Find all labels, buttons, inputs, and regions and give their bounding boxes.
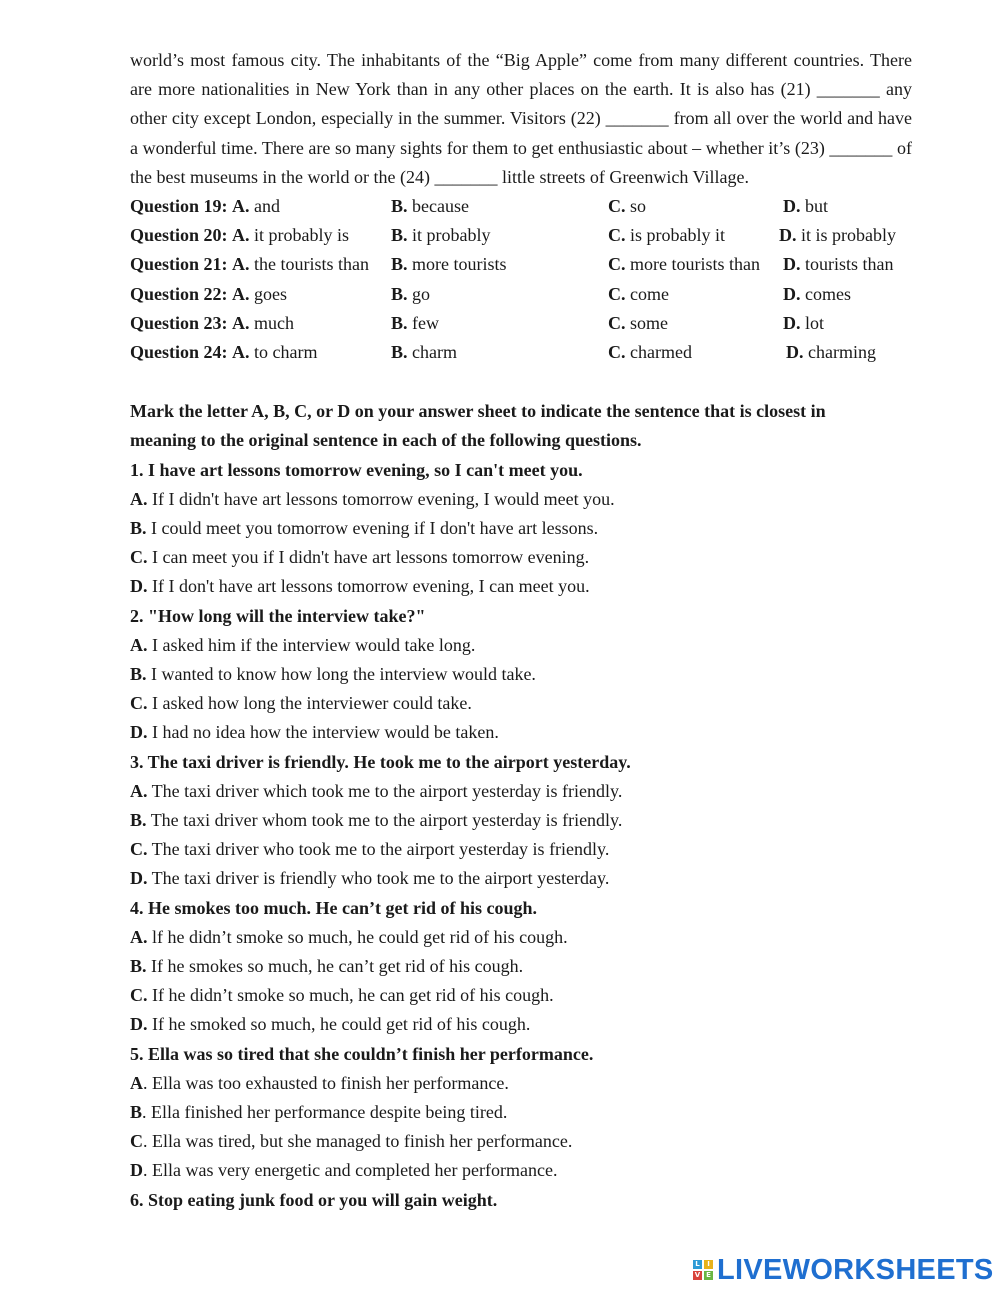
answer-option[interactable] xyxy=(608,338,692,367)
answer-option[interactable] xyxy=(130,514,912,543)
question-prompt: 4. He smokes too much. He can’t get rid of his cough. xyxy=(130,897,537,918)
answer-option[interactable] xyxy=(130,309,294,338)
logo-mark-cell: I xyxy=(704,1260,713,1269)
option-letter: D. xyxy=(130,1014,148,1035)
option-letter: C. xyxy=(130,547,148,568)
option-text: If he smokes so much, he can’t get rid of his cough. xyxy=(146,956,524,976)
option-letter: B. xyxy=(130,517,147,538)
option-text: it probably xyxy=(407,225,491,246)
option-text: it is probably xyxy=(796,225,896,246)
option-letter: B. xyxy=(130,809,147,830)
answer-option[interactable] xyxy=(130,1127,912,1156)
answer-option[interactable] xyxy=(130,777,912,806)
option-letter: C. xyxy=(130,693,148,714)
option-text: The taxi driver which took me to the airport yesterday is friendly. xyxy=(147,780,623,801)
option-text: I asked how long the interviewer could take. xyxy=(147,693,472,714)
answer-option[interactable] xyxy=(391,338,457,367)
option-letter: C. xyxy=(608,283,626,304)
logo-mark-cell: E xyxy=(704,1271,713,1280)
passage-line: _______ little streets of Greenwich Village. xyxy=(434,166,749,187)
reading-passage xyxy=(130,46,912,192)
option-text: so xyxy=(625,196,647,217)
option-text: charmed xyxy=(625,341,692,362)
answer-option[interactable] xyxy=(130,1098,912,1127)
option-text: The taxi driver whom took me to the airport yesterday is friendly. xyxy=(146,809,623,830)
question-prompt: 1. I have art lessons tomorrow evening, so I can't meet you. xyxy=(130,459,583,480)
option-text: I wanted to know how long the interview would take. xyxy=(146,663,536,684)
option-letter: A. xyxy=(130,634,148,655)
option-letter: A. xyxy=(232,312,250,333)
option-letter: D. xyxy=(786,341,804,362)
option-text: charm xyxy=(407,341,457,362)
option-text: comes xyxy=(800,283,851,304)
option-text: lot xyxy=(800,312,825,333)
section-spacer xyxy=(130,367,912,397)
option-text: If he didn’t smoke so much, he can get rid of his cough. xyxy=(147,985,554,1006)
option-letter: A. xyxy=(130,488,148,509)
answer-option[interactable] xyxy=(130,543,912,572)
answer-option[interactable] xyxy=(608,250,760,279)
answer-option[interactable] xyxy=(130,952,912,981)
option-letter: B. xyxy=(130,663,147,684)
question-prompt: 6. Stop eating junk food or you will gain weight. xyxy=(130,1189,498,1210)
answer-option[interactable] xyxy=(130,864,912,893)
option-letter: B. xyxy=(391,225,408,246)
option-text: . Ella was very energetic and completed her performance. xyxy=(143,1160,558,1181)
option-letter: D. xyxy=(130,722,148,743)
answer-option[interactable] xyxy=(130,280,287,309)
option-letter: B. xyxy=(391,283,408,304)
answer-option[interactable] xyxy=(391,280,430,309)
passage-line: get enthusiastic about – whether it’s (23) _______ of the best museums in the world or the (24) xyxy=(130,137,913,187)
passage-line: _______ from all over the world and have a wonderful time. There are so many sights for them to xyxy=(130,108,913,158)
section-instruction xyxy=(130,397,912,455)
answer-option[interactable] xyxy=(130,1010,912,1039)
answer-option[interactable] xyxy=(130,338,318,367)
option-text: is probably it xyxy=(625,225,725,246)
question-row xyxy=(130,221,912,250)
option-letter: C. xyxy=(608,196,626,217)
option-text: the tourists than xyxy=(249,254,370,275)
logo-mark-cell: V xyxy=(694,1271,701,1279)
answer-option[interactable] xyxy=(391,309,439,338)
answer-option[interactable] xyxy=(608,221,725,250)
option-text: but xyxy=(800,196,829,217)
option-letter: B. xyxy=(391,312,408,333)
question-label: Question 22: xyxy=(130,283,228,304)
question-prompt: 5. Ella was so tired that she couldn’t finish her performance. xyxy=(130,1043,594,1064)
option-letter: D. xyxy=(783,283,801,304)
option-text: I could meet you tomorrow evening if I don't have art lessons. xyxy=(146,517,599,538)
option-letter: A. xyxy=(232,341,250,362)
option-letter: B. xyxy=(130,956,147,976)
option-letter: C. xyxy=(608,341,626,362)
option-letter: C. xyxy=(608,225,626,246)
answer-option[interactable] xyxy=(130,192,280,221)
option-letter: B xyxy=(130,1102,143,1123)
option-letter: D xyxy=(130,1160,143,1181)
passage-line: also has (21) _______ any other city except London, especially in the summer. Visitors (22) xyxy=(130,79,913,129)
option-text: much xyxy=(249,312,295,333)
answer-option[interactable] xyxy=(130,631,912,660)
question-label: Question 19: xyxy=(130,196,228,217)
answer-option[interactable] xyxy=(783,280,851,309)
cloze-question-list xyxy=(130,192,912,367)
option-text: If I don't have art lessons tomorrow evening, I can meet you. xyxy=(147,576,590,597)
option-letter: A xyxy=(130,1072,143,1093)
option-text: few xyxy=(407,312,439,333)
question-label: Question 21: xyxy=(130,254,228,275)
option-letter: A. xyxy=(130,926,148,947)
option-text: The taxi driver is friendly who took me to the airport yesterday. xyxy=(147,868,610,889)
option-text: . Ella was too exhausted to finish her performance. xyxy=(143,1072,509,1093)
option-letter: B. xyxy=(391,196,408,217)
answer-option[interactable] xyxy=(779,221,896,250)
option-letter: C. xyxy=(130,985,148,1006)
option-letter: A. xyxy=(232,225,250,246)
option-letter: D. xyxy=(783,312,801,333)
option-text: because xyxy=(407,196,469,217)
option-letter: D. xyxy=(779,225,797,246)
instruction-line-2: meaning to the original sentence in each of the following questions. xyxy=(130,430,642,451)
option-letter: C. xyxy=(130,839,148,860)
question-row xyxy=(130,338,912,367)
question-row xyxy=(130,250,912,279)
answer-option[interactable] xyxy=(130,806,912,835)
answer-option[interactable] xyxy=(608,280,669,309)
answer-option[interactable] xyxy=(130,689,912,718)
option-letter: A. xyxy=(232,196,250,217)
option-text: The taxi driver who took me to the airport yesterday is friendly. xyxy=(147,839,610,860)
logo-mark-cell: L xyxy=(693,1260,702,1269)
answer-option[interactable] xyxy=(608,192,646,221)
option-text: If he smoked so much, he could get rid of his cough. xyxy=(147,1014,531,1035)
option-text: come xyxy=(625,283,669,304)
option-text: it probably is xyxy=(249,225,350,246)
question-row xyxy=(130,192,912,221)
sentence-transformation-list xyxy=(130,456,912,1215)
option-text: I had no idea how the interview would be taken. xyxy=(147,722,499,743)
option-letter: A. xyxy=(130,780,148,801)
option-text: to charm xyxy=(249,341,318,362)
logo-text: LIVEWORKSHEETS xyxy=(717,1254,994,1286)
worksheet-page xyxy=(130,46,912,1215)
option-text: goes xyxy=(249,283,288,304)
option-text: I asked him if the interview would take long. xyxy=(147,634,476,655)
answer-option[interactable] xyxy=(391,192,469,221)
question-label: Question 20: xyxy=(130,225,228,246)
question-label: Question 23: xyxy=(130,312,228,333)
option-letter: A. xyxy=(232,254,250,275)
option-text: charming xyxy=(803,341,876,362)
answer-option[interactable] xyxy=(130,221,349,250)
option-letter: A. xyxy=(232,283,250,304)
option-letter: C. xyxy=(608,312,626,333)
answer-option[interactable] xyxy=(391,221,491,250)
answer-option[interactable] xyxy=(130,1156,912,1185)
option-text: and xyxy=(249,196,281,217)
answer-option[interactable] xyxy=(783,250,894,279)
instruction-line-1: Mark the letter A, B, C, or D on your answer sheet to indicate the sentence that is closest in xyxy=(130,401,826,422)
question-label: Question 24: xyxy=(130,341,228,362)
answer-option[interactable] xyxy=(130,572,912,601)
logo-mark-icon xyxy=(693,1260,713,1280)
option-letter: B. xyxy=(391,254,408,275)
option-text: more tourists than xyxy=(625,254,760,275)
question-prompt: 2. "How long will the interview take?" xyxy=(130,605,426,626)
answer-option[interactable] xyxy=(608,309,668,338)
option-letter: C xyxy=(130,1131,143,1152)
option-text: . Ella was tired, but she managed to finish her performance. xyxy=(143,1131,573,1152)
option-text: If I didn't have art lessons tomorrow evening, I would meet you. xyxy=(147,488,615,509)
answer-option[interactable] xyxy=(130,718,912,747)
answer-option[interactable] xyxy=(130,485,912,514)
option-letter: D. xyxy=(130,576,148,597)
answer-option[interactable] xyxy=(130,250,369,279)
answer-option[interactable] xyxy=(130,835,912,864)
answer-option[interactable] xyxy=(391,250,507,279)
option-letter: D. xyxy=(130,868,148,889)
answer-option[interactable] xyxy=(130,1069,912,1098)
question-row xyxy=(130,309,912,338)
option-text: lf he didn’t smoke so much, he could get rid of his cough. xyxy=(147,926,568,947)
option-letter: D. xyxy=(783,196,801,217)
option-letter: D. xyxy=(783,254,801,275)
answer-option[interactable] xyxy=(783,192,828,221)
liveworksheets-logo xyxy=(693,1253,994,1287)
option-text: . Ella finished her performance despite being tired. xyxy=(142,1102,508,1123)
passage-line: countries. There are more nationalities in New York than in any other places on the earth. It is xyxy=(130,50,913,100)
passage-line: world’s most famous city. The inhabitants of the “Big Apple” come from many different xyxy=(130,50,788,70)
answer-option[interactable] xyxy=(783,309,824,338)
option-text: tourists than xyxy=(800,254,894,275)
question-row xyxy=(130,280,912,309)
question-prompt: 3. The taxi driver is friendly. He took me to the airport yesterday. xyxy=(130,751,631,772)
option-text: more tourists xyxy=(407,254,507,275)
option-text: go xyxy=(407,283,431,304)
option-letter: B. xyxy=(391,341,408,362)
answer-option[interactable] xyxy=(130,981,912,1010)
answer-option[interactable] xyxy=(130,923,912,952)
answer-option[interactable] xyxy=(130,660,912,689)
option-text: some xyxy=(625,312,668,333)
option-letter: C. xyxy=(608,254,626,275)
answer-option[interactable] xyxy=(786,338,876,367)
option-text: I can meet you if I didn't have art lessons tomorrow evening. xyxy=(147,547,590,568)
